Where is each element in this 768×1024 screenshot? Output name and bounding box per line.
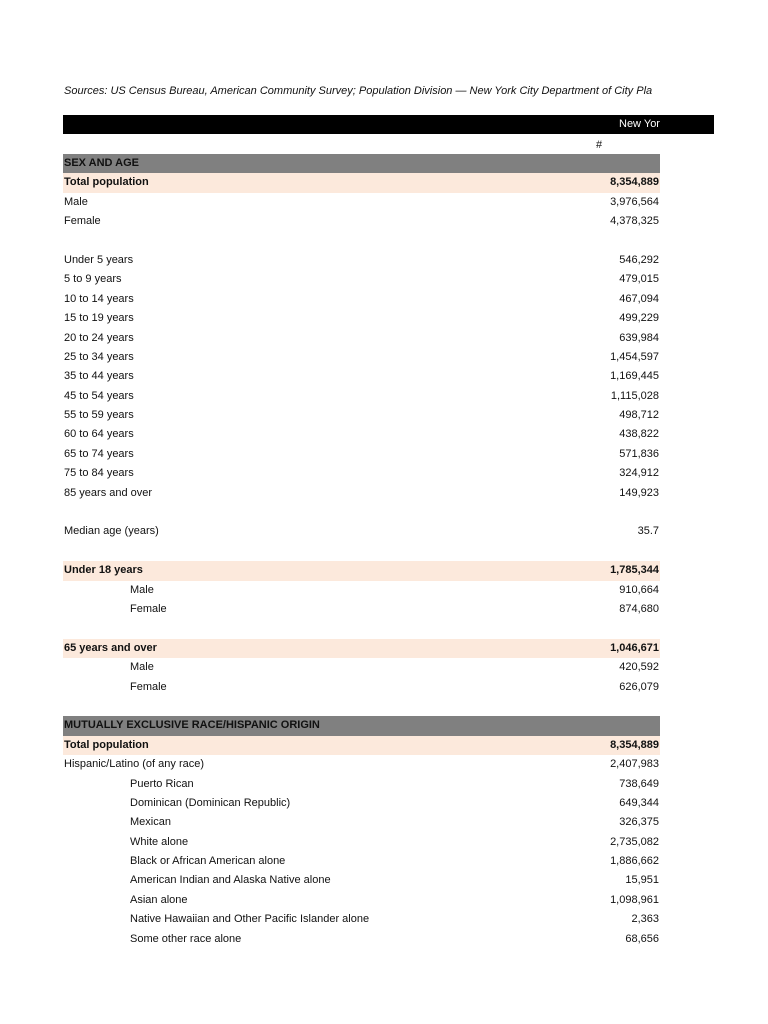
column-header-bar xyxy=(63,115,714,134)
row-label: Total population xyxy=(64,738,149,751)
blank-row xyxy=(63,503,660,522)
row-value: 1,046,671 xyxy=(610,641,659,654)
section-header-race-hispanic-origin xyxy=(63,716,660,735)
count-column-header: # xyxy=(596,139,603,151)
row-value: 467,094 xyxy=(619,292,659,305)
table-row-race-group xyxy=(63,794,660,813)
table-row-race-group xyxy=(63,930,660,949)
row-value: 149,923 xyxy=(619,486,659,499)
table-row-65-and-over-male xyxy=(63,658,660,677)
row-value: 438,822 xyxy=(619,428,659,441)
row-label: 65 years and over xyxy=(64,641,157,654)
row-value: 324,912 xyxy=(619,467,659,480)
table-row-age-group xyxy=(63,464,660,483)
table-row-age-group xyxy=(63,270,660,289)
row-label: 45 to 54 years xyxy=(64,389,134,402)
row-label: Female xyxy=(64,215,101,228)
row-value: 8,354,889 xyxy=(610,176,659,189)
row-label: 75 to 84 years xyxy=(64,467,134,480)
row-value: 326,375 xyxy=(619,816,659,829)
row-label: Male xyxy=(64,195,88,208)
row-label: Dominican (Dominican Republic) xyxy=(130,796,291,809)
row-label: Male xyxy=(130,583,154,596)
row-label: 60 to 64 years xyxy=(64,428,134,441)
table-row-race-group xyxy=(63,871,660,890)
table-row-race-group xyxy=(63,852,660,871)
row-value: 2,363 xyxy=(631,913,659,926)
table-row-under-18-male xyxy=(63,581,660,600)
table-row-age-group xyxy=(63,406,660,425)
table-row-65-and-over-female xyxy=(63,678,660,697)
row-value: 479,015 xyxy=(619,273,659,286)
row-label: Female xyxy=(130,602,167,615)
table-row-male xyxy=(63,193,660,212)
row-value: 626,079 xyxy=(619,680,659,693)
row-label: Under 5 years xyxy=(64,253,134,266)
row-label: White alone xyxy=(130,835,189,848)
row-value: 499,229 xyxy=(619,312,659,325)
row-label: Black or African American alone xyxy=(130,855,286,868)
table-row-race-group xyxy=(63,775,660,794)
table-row-age-group xyxy=(63,445,660,464)
row-label: Native Hawaiian and Other Pacific Islander alone xyxy=(130,913,370,926)
row-value: 4,378,325 xyxy=(610,215,659,228)
row-label: American Indian and Alaska Native alone xyxy=(130,874,331,887)
table-row-median-age xyxy=(63,522,660,541)
table-row-age-group xyxy=(63,484,660,503)
row-value: 1,454,597 xyxy=(610,350,659,363)
table-row-race-group xyxy=(63,813,660,832)
blank-row xyxy=(63,697,660,716)
table-row-65-and-over xyxy=(63,639,660,658)
blank-row xyxy=(63,619,660,638)
region-header: New Yor xyxy=(619,118,660,130)
row-value: 1,169,445 xyxy=(610,370,659,383)
row-value: 546,292 xyxy=(619,253,659,266)
table-row-hispanic xyxy=(63,755,660,774)
row-value: 498,712 xyxy=(619,409,659,422)
row-value: 1,886,662 xyxy=(610,855,659,868)
row-value: 2,407,983 xyxy=(610,758,659,771)
table-row-race-group xyxy=(63,833,660,852)
row-label: Mexican xyxy=(130,816,171,829)
table-row-age-group xyxy=(63,425,660,444)
row-value: 1,098,961 xyxy=(610,893,659,906)
table-row-race-total-population xyxy=(63,736,660,755)
table-row-age-group xyxy=(63,251,660,270)
section-title: MUTUALLY EXCLUSIVE RACE/HISPANIC ORIGIN xyxy=(64,719,320,732)
row-label: Total population xyxy=(64,176,149,189)
row-label: Hispanic/Latino (of any race) xyxy=(64,758,205,771)
row-value: 738,649 xyxy=(619,777,659,790)
row-label: Puerto Rican xyxy=(130,777,194,790)
table-row-age-group xyxy=(63,348,660,367)
section-header-sex-and-age xyxy=(63,154,660,173)
table-row-under-18 xyxy=(63,561,660,580)
table-row-race-group xyxy=(63,910,660,929)
table-row-under-18-female xyxy=(63,600,660,619)
row-label: 85 years and over xyxy=(64,486,153,499)
blank-row xyxy=(63,232,660,251)
table-row-age-group xyxy=(63,309,660,328)
row-label: 15 to 19 years xyxy=(64,312,134,325)
row-label: Female xyxy=(130,680,167,693)
row-value: 3,976,564 xyxy=(610,195,659,208)
row-value: 639,984 xyxy=(619,331,659,344)
table-row-age-group xyxy=(63,329,660,348)
row-value: 874,680 xyxy=(619,602,659,615)
table-row-age-group xyxy=(63,387,660,406)
data-table xyxy=(63,154,660,949)
row-label: Male xyxy=(130,661,154,674)
row-value: 68,656 xyxy=(625,932,659,945)
row-value: 571,836 xyxy=(619,447,659,460)
row-label: 10 to 14 years xyxy=(64,292,134,305)
row-value: 1,785,344 xyxy=(610,564,659,577)
row-value: 15,951 xyxy=(625,874,659,887)
table-row-female xyxy=(63,212,660,231)
row-label: Median age (years) xyxy=(64,525,159,538)
row-value: 35.7 xyxy=(637,525,659,538)
row-value: 910,664 xyxy=(619,583,659,596)
row-label: 20 to 24 years xyxy=(64,331,134,344)
row-label: Some other race alone xyxy=(130,932,242,945)
row-label: 25 to 34 years xyxy=(64,350,134,363)
row-label: Asian alone xyxy=(130,893,188,906)
row-value: 2,735,082 xyxy=(610,835,659,848)
row-label: 35 to 44 years xyxy=(64,370,134,383)
row-value: 420,592 xyxy=(619,661,659,674)
blank-row xyxy=(63,542,660,561)
table-row-age-group xyxy=(63,367,660,386)
table-row-race-group xyxy=(63,891,660,910)
section-title: SEX AND AGE xyxy=(64,157,139,169)
row-label: Under 18 years xyxy=(64,564,143,577)
sources-note: Sources: US Census Bureau, American Community Survey; Population Division — New York City Department of City Pla xyxy=(64,85,653,97)
row-value: 8,354,889 xyxy=(610,738,659,751)
row-label: 5 to 9 years xyxy=(64,273,122,286)
row-label: 55 to 59 years xyxy=(64,409,134,422)
row-label: 65 to 74 years xyxy=(64,447,134,460)
table-row-age-group xyxy=(63,290,660,309)
row-value: 649,344 xyxy=(619,796,659,809)
row-value: 1,115,028 xyxy=(610,389,659,402)
table-row-total-population xyxy=(63,173,660,192)
